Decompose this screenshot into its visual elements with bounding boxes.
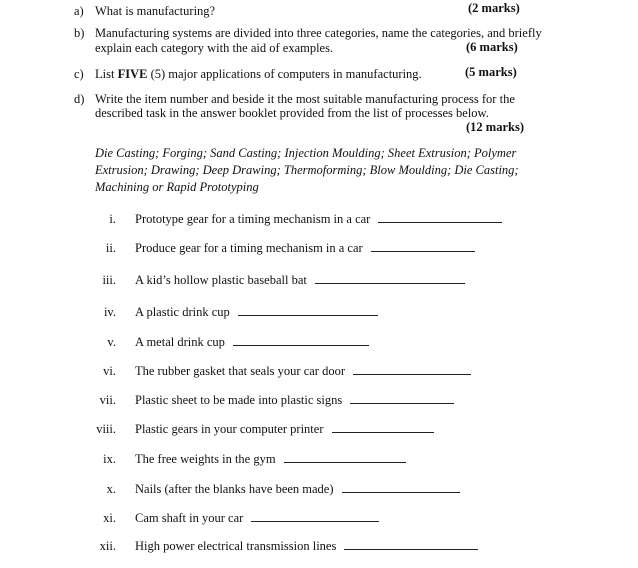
question-b-line1: Manufacturing systems are divided into three categories, name the categories, and briefly: [95, 26, 542, 40]
item-number: vii.: [99, 393, 116, 407]
answer-line: [315, 273, 465, 284]
answer-line: [332, 422, 434, 433]
process-list-line3: Machining or Rapid Prototyping: [95, 180, 259, 194]
answer-line: [371, 241, 475, 252]
item-text: Plastic sheet to be made into plastic signs: [135, 393, 343, 407]
question-b-label: b): [74, 26, 85, 40]
question-b-marks: (6 marks): [466, 40, 518, 54]
answer-line: [378, 212, 502, 223]
item-text: Plastic gears in your computer printer: [135, 422, 324, 436]
question-c-text: List FIVE (5) major applications of computers in manufacturing.: [95, 67, 422, 81]
item-text: A plastic drink cup: [135, 305, 230, 319]
answer-line: [284, 452, 406, 463]
item-number: ix.: [103, 452, 116, 466]
item-number: v.: [107, 335, 116, 349]
item-number: viii.: [96, 422, 116, 436]
item-number: xi.: [103, 511, 116, 525]
item-text: A kid’s hollow plastic baseball bat: [135, 273, 307, 287]
item-text: The rubber gasket that seals your car door: [135, 364, 345, 378]
item-number: vi.: [103, 364, 116, 378]
item-number: i.: [109, 212, 116, 226]
question-c-label: c): [74, 67, 84, 81]
item-number: xii.: [99, 539, 116, 553]
process-list-line2: Extrusion; Drawing; Deep Drawing; Thermoforming; Blow Moulding; Die Casting;: [95, 163, 519, 177]
question-a-marks: (2 marks): [468, 1, 520, 15]
question-d-line2: described task in the answer booklet provided from the list of processes below.: [95, 106, 489, 120]
item-number: iv.: [103, 305, 116, 319]
answer-line: [251, 511, 379, 522]
answer-line: [344, 539, 478, 550]
process-list-line1: Die Casting; Forging; Sand Casting; Injection Moulding; Sheet Extrusion; Polymer: [95, 146, 517, 160]
question-d-label: d): [74, 92, 85, 106]
question-b-line2: explain each category with the aid of examples.: [95, 41, 334, 55]
answer-line: [353, 364, 471, 375]
item-text: Prototype gear for a timing mechanism in a car: [135, 212, 371, 226]
answer-line: [350, 393, 454, 404]
question-d-line1: Write the item number and beside it the most suitable manufacturing process for the: [95, 92, 515, 106]
question-a-text: What is manufacturing?: [95, 4, 216, 18]
item-text: A metal drink cup: [135, 335, 225, 349]
answer-line: [238, 305, 378, 316]
question-d-marks: (12 marks): [466, 120, 524, 134]
question-a-label: a): [74, 4, 84, 18]
item-text: Nails (after the blanks have been made): [135, 482, 334, 496]
question-c-marks: (5 marks): [465, 65, 517, 79]
item-text: High power electrical transmission lines: [135, 539, 337, 553]
answer-line: [342, 482, 460, 493]
item-number: ii.: [105, 241, 116, 255]
item-text: Cam shaft in your car: [135, 511, 244, 525]
item-text: Produce gear for a timing mechanism in a car: [135, 241, 363, 255]
item-number: x.: [106, 482, 116, 496]
item-text: The free weights in the gym: [135, 452, 276, 466]
answer-line: [233, 335, 369, 346]
item-number: iii.: [102, 273, 116, 287]
